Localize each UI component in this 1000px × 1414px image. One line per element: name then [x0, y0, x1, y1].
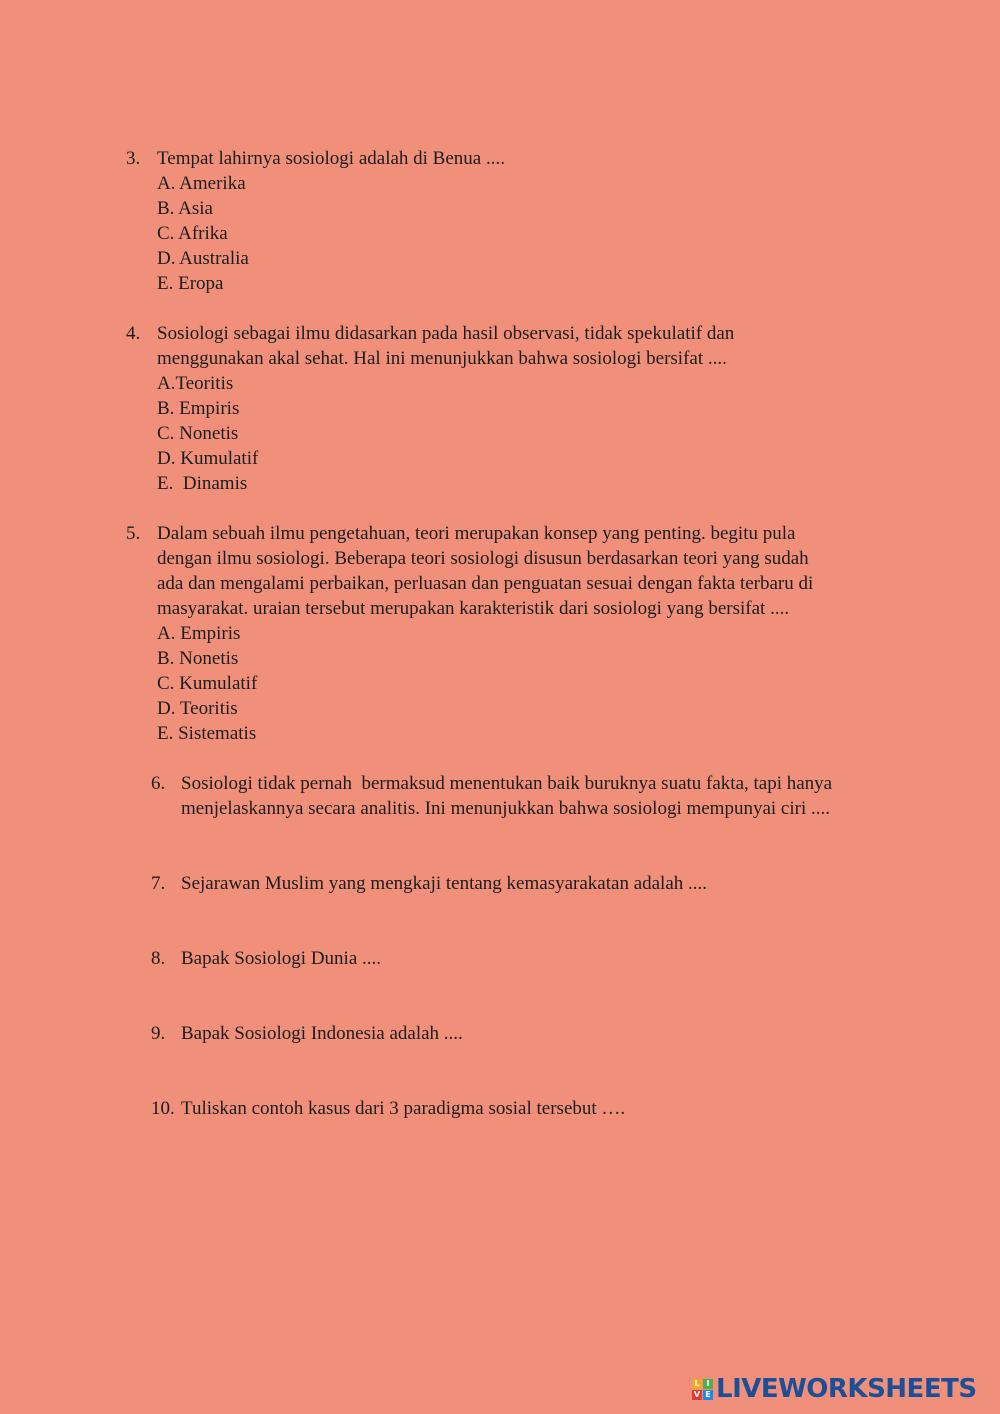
question-number: 10. — [151, 1098, 175, 1119]
option-d[interactable]: D. Kumulatif — [157, 448, 259, 469]
question-text: Tuliskan contoh kasus dari 3 paradigma sosial tersebut …. — [181, 1098, 626, 1119]
question-text-line-2: menggunakan akal sehat. Hal ini menunjukkan bahwa sosiologi bersifat .... — [157, 348, 727, 369]
question-text: Bapak Sosiologi Indonesia adalah .... — [181, 1023, 463, 1044]
question-text-line-4: masyarakat. uraian tersebut merupakan karakteristik dari sosiologi yang bersifat .... — [157, 598, 790, 619]
question-text: Sejarawan Muslim yang mengkaji tentang kemasyarakatan adalah .... — [181, 873, 708, 894]
question-text-line-1: Sosiologi tidak pernah bermaksud menentukan baik buruknya suatu fakta, tapi hanya — [181, 773, 833, 794]
logo-text: LIVEWORKSHEETS — [716, 1374, 977, 1404]
option-d[interactable]: D. Teoritis — [157, 698, 238, 719]
question-number: 5. — [126, 523, 141, 544]
option-c[interactable]: C. Kumulatif — [157, 673, 258, 694]
option-a[interactable]: A.Teoritis — [157, 373, 234, 394]
liveworksheets-mark-icon — [692, 1379, 713, 1400]
question-number: 4. — [126, 323, 141, 344]
option-e[interactable]: E. Dinamis — [157, 473, 248, 494]
option-c[interactable]: C. Afrika — [157, 223, 228, 244]
logo-mark-letter: L — [692, 1379, 702, 1389]
logo-mark-letter: V — [693, 1389, 701, 1399]
option-a[interactable]: A. Amerika — [157, 173, 246, 194]
question-number: 9. — [151, 1023, 166, 1044]
option-b[interactable]: B. Asia — [157, 198, 213, 219]
question-text-line-1: Dalam sebuah ilmu pengetahuan, teori merupakan konsep yang penting. begitu pula — [157, 523, 796, 544]
option-d[interactable]: D. Australia — [157, 248, 249, 269]
option-a[interactable]: A. Empiris — [157, 623, 241, 644]
option-b[interactable]: B. Nonetis — [157, 648, 239, 669]
question-text: Bapak Sosiologi Dunia .... — [181, 948, 382, 969]
question-number: 7. — [151, 873, 166, 894]
question-text-line-2: menjelaskannya secara analitis. Ini menunjukkan bahwa sosiologi mempunyai ciri .... — [181, 798, 830, 819]
question-number: 6. — [151, 773, 166, 794]
question-text: Tempat lahirnya sosiologi adalah di Benua .... — [157, 148, 505, 169]
question-number: 8. — [151, 948, 166, 969]
liveworksheets-logo[interactable] — [692, 1374, 977, 1404]
question-number: 3. — [126, 148, 141, 169]
option-b[interactable]: B. Empiris — [157, 398, 240, 419]
logo-mark-letter: E — [703, 1390, 713, 1400]
option-e[interactable]: E. Eropa — [157, 273, 224, 294]
logo-mark-letter: I — [703, 1379, 713, 1389]
question-text-line-1: Sosiologi sebagai ilmu didasarkan pada hasil observasi, tidak spekulatif dan — [157, 323, 735, 344]
option-c[interactable]: C. Nonetis — [157, 423, 239, 444]
option-e[interactable]: E. Sistematis — [157, 723, 257, 744]
question-text-line-2: dengan ilmu sosiologi. Beberapa teori sosiologi disusun berdasarkan teori yang sudah — [157, 548, 809, 569]
question-text-line-3: ada dan mengalami perbaikan, perluasan dan penguatan sesuai dengan fakta terbaru di — [157, 573, 814, 594]
